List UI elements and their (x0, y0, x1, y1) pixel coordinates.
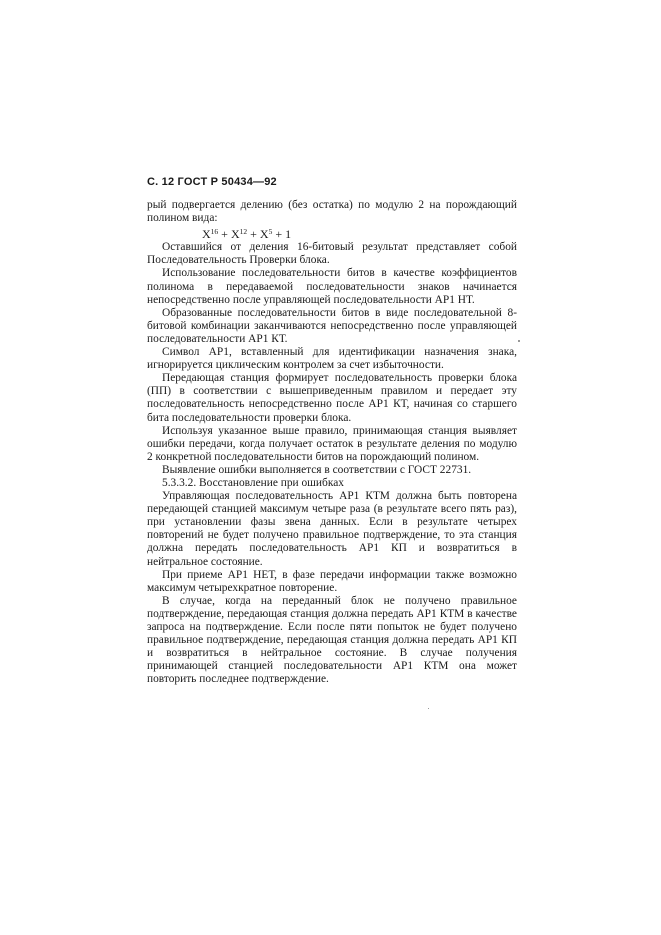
formula-exponent: 12 (239, 227, 248, 237)
formula-operator: + (272, 227, 286, 242)
formula-term: X (230, 227, 240, 242)
scan-speck (428, 708, 429, 709)
paragraph: Управляющая последовательность АР1 КТМ должна быть повторена передающей станцией максимум четыре раза (в результате всего пять раз), при установлении фазы звена данных. Если в результате четырех повторений не будет получено правильное подтверждение, то эта станция должна передать последовательность АР1 КП и возвратиться в нейтральное состояние. (147, 490, 517, 568)
formula-constant: 1 (285, 227, 292, 242)
paragraph: рый подвергается делению (без остатка) по модулю 2 на порождающий полином вида: (147, 199, 517, 225)
scan-speck (518, 340, 520, 342)
paragraph: При приеме АР1 НЕТ, в фазе передачи информации также возможно максимум четырехкратное повторение. (147, 568, 517, 594)
formula-term: X (259, 227, 269, 242)
section-heading: 5.3.3.2. Восстановление при ошибках (162, 476, 344, 489)
formula-term: X (202, 227, 211, 242)
paragraph: Оставшийся от деления 16-битовый результат представляет собой Последовательность Проверки блока. (147, 241, 517, 267)
paragraph: Использование последовательности битов в качестве коэффициентов полинома в передаваемой последовательности знаков начинается непосредственно после управляющей последовательности АР1 НТ. (147, 267, 517, 306)
formula-exponent: 5 (268, 227, 273, 237)
polynomial-formula (147, 225, 517, 241)
paragraph: Образованные последовательности битов в виде последовательной 8-битовой комбинации заканчиваются непосредственно после управляющей последовательности АР1 КТ. (147, 306, 517, 345)
paragraph: Используя указанное выше правило, принимающая станция выявляет ошибки передачи, когда получает остаток в результате деления по модулю 2 конкретной последовательности битов на порождающий полином. (147, 424, 517, 463)
formula-operator: + (247, 227, 260, 242)
formula-operator: + (218, 227, 231, 242)
paragraph: Передающая станция формирует последовательность проверки блока (ПП) в соответствии с вышеприведенным правилом и передает эту последовательность непосредственно после АР1 КТ, начиная со старшего бита последовательности проверки блока. (147, 372, 517, 424)
paragraph: В случае, когда на переданный блок не получено правильное подтверждение, передающая станция должна передать АР1 КТМ в качестве запроса на подтверждение. Если после пяти попыток не будет получено правильное подтверждение, передающая станция должна передать АР1 КП и возвратиться в нейтральное состояние. В случае получения принимающей станцией последовательности АР1 КТМ она может повторить последнее подтверждение. (147, 594, 517, 686)
paragraph: Выявление ошибки выполняется в соответствии с ГОСТ 22731. (162, 463, 472, 476)
page-header: С. 12 ГОСТ Р 50434—92 (147, 176, 277, 188)
formula-exponent: 16 (210, 227, 219, 237)
paragraph: Символ АР1, вставленный для идентификации назначения знака, игнорируется циклическим контролем за счет избыточности. (147, 346, 517, 372)
document-body (147, 199, 517, 686)
